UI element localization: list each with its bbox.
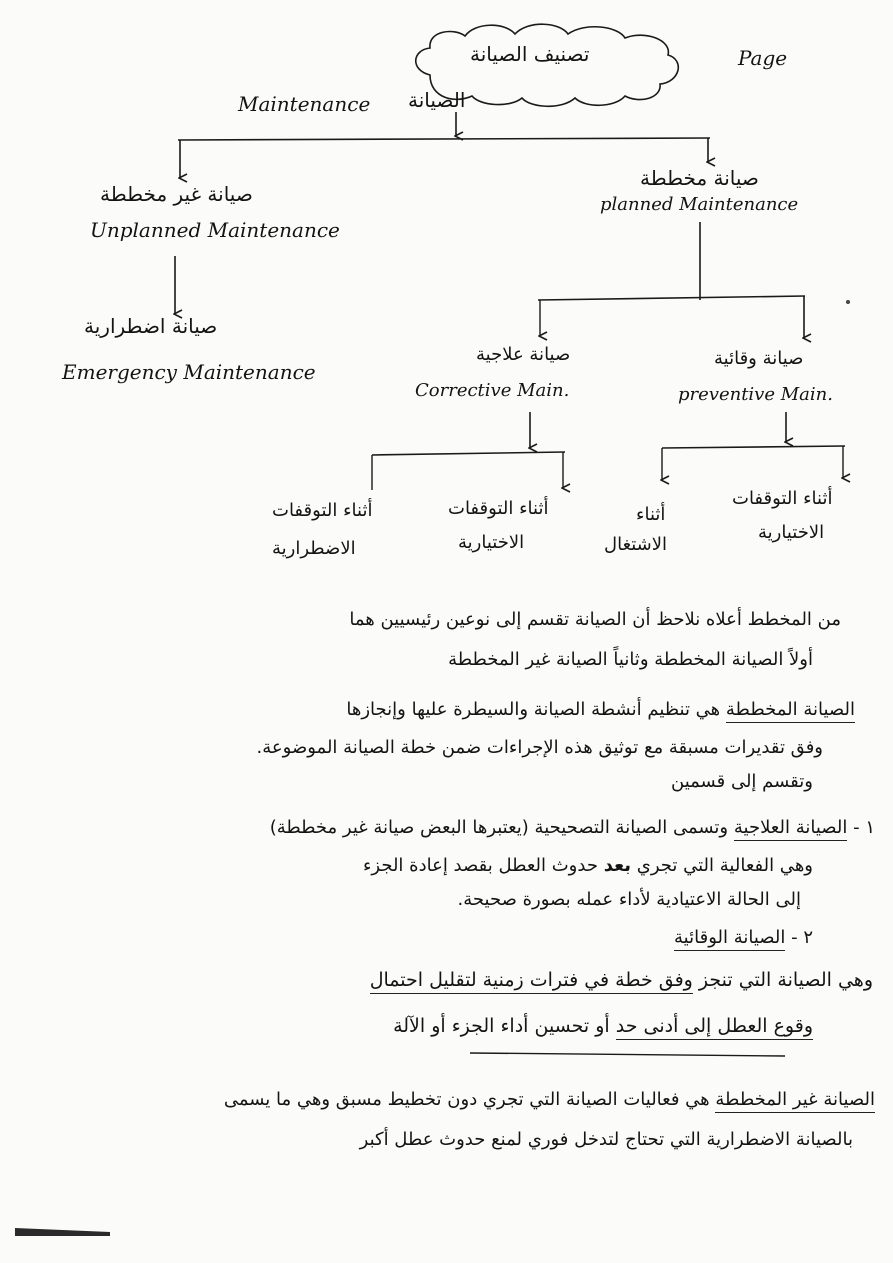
notes-line-1: من المخطط أعلاه نلاحظ أن الصيانة تقسم إلى نوعين رئيسيين هما: [349, 609, 841, 630]
planned-def-2: وفق تقديرات مسبقة مع توثيق هذه الإجراءات ضمن خطة الصيانة الموضوعة.: [256, 737, 823, 758]
item1-rest: وتسمى الصيانة التصحيحية (يعتبرها البعض صيانة غير مخططة): [269, 817, 729, 838]
item1-num: ١ -: [853, 817, 875, 838]
item1-line-1: [15, 818, 875, 839]
unplanned-def-1: هي فعاليات الصيانة التي تجري دون تخطيط مسبق وهي ما يسمى: [223, 1089, 710, 1110]
planned-def-1: هي تنظيم أنشطة الصيانة والسيطرة عليها وإنجازها: [346, 699, 721, 720]
unplanned-definition-line-1: [15, 1090, 875, 1111]
cloud-title: تصنيف الصيانة: [470, 42, 590, 66]
item2-num: ٢ -: [791, 927, 813, 948]
planned-def-term: الصيانة المخططة: [726, 699, 855, 723]
item2-line-2: [33, 1016, 813, 1038]
item2-line-1: [13, 970, 873, 992]
item1-term: الصيانة العلاجية: [734, 817, 848, 841]
leaf-corr-optional-2: الاختيارية: [458, 532, 525, 553]
scan-dot: [846, 300, 850, 304]
corrective-ar: صيانة علاجية: [476, 344, 571, 365]
item2-line1-a: وهي الصيانة التي تنجز: [698, 969, 873, 991]
item2-line2-b: أو تحسين أداء الجزء أو الآلة: [393, 1015, 610, 1037]
root-en: Maintenance: [238, 92, 371, 116]
scan-smudge: [15, 1228, 110, 1236]
unplanned-ar: صيانة غير مخططة: [100, 182, 253, 206]
item2-line2-a: وقوع العطل إلى أدنى حد: [616, 1015, 813, 1040]
planned-def-3: وتقسم إلى قسمين: [671, 771, 813, 792]
item1-line2-c: حدوث العطل بقصد إعادة الجزء: [362, 855, 598, 876]
notes-line-2: أولاً الصيانة المخططة وثانياً الصيانة غير المخططة: [448, 649, 813, 670]
preventive-ar: صيانة وقائية: [714, 348, 804, 369]
leaf-prev-running-2: الاشتغال: [604, 534, 668, 555]
unplanned-def-2: بالصيانة الاضطرارية التي تحتاج لتدخل فوري لمنع حدوث عطل أكبر: [359, 1129, 853, 1150]
leaf-corr-emergency-2: الاضطرارية: [272, 538, 356, 559]
item1-line2-a: وهي الفعالية التي تجري: [636, 855, 813, 876]
unplanned-en: Unplanned Maintenance: [90, 218, 340, 242]
leaf-corr-emergency-1: أثناء التوقفات: [272, 500, 373, 521]
leaf-prev-running-1: أثناء: [636, 504, 666, 525]
item1-line-2: [53, 856, 813, 877]
item1-line2-b: بعد: [603, 855, 632, 876]
corrective-en: Corrective Main.: [415, 380, 570, 401]
unplanned-def-term: الصيانة غير المخططة: [715, 1089, 875, 1113]
item2-term: الصيانة الوقائية: [674, 927, 785, 951]
item2-line1-b: وفق خطة في فترات زمنية لتقليل احتمال: [370, 969, 693, 994]
emergency-ar: صيانة اضطرارية: [84, 314, 218, 338]
planned-en: planned Maintenance: [600, 194, 799, 215]
preventive-en: preventive Main.: [678, 384, 833, 405]
leaf-prev-optional-2: الاختيارية: [758, 522, 825, 543]
page-label: Page: [738, 46, 788, 70]
leaf-prev-optional-1: أثناء التوقفات: [732, 488, 833, 509]
planned-ar: صيانة مخططة: [640, 166, 759, 190]
item2-line-1-head: [513, 928, 813, 949]
planned-definition-line-1: [75, 700, 855, 721]
item1-line3: إلى الحالة الاعتيادية لأداء عمله بصورة صحيحة.: [457, 889, 801, 910]
leaf-corr-optional-1: أثناء التوقفات: [448, 498, 549, 519]
emergency-en: Emergency Maintenance: [62, 360, 316, 384]
root-ar: الصيانة: [408, 88, 466, 112]
